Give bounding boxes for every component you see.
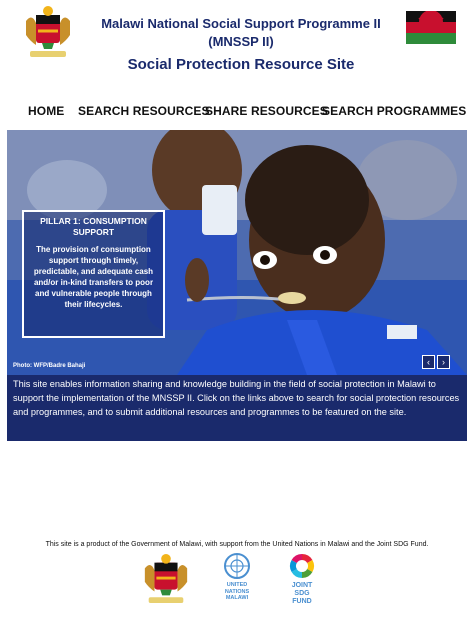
un-malawi-logo bbox=[218, 552, 256, 610]
sdg-text-line2: SDG bbox=[294, 590, 310, 597]
un-text-line3: MALAWI bbox=[225, 595, 249, 601]
pillar-text: The provision of consumption support through timely, predictable, and adequate cash and/or in-kind transfers to poor and vulnerable people through their lifecycles. bbox=[33, 245, 154, 309]
nav-share-resources[interactable]: SHARE RESOURCES bbox=[205, 104, 328, 118]
un-text-line2: NATIONS bbox=[224, 588, 250, 595]
slider-controls bbox=[422, 355, 452, 369]
malawi-flag-icon bbox=[406, 11, 456, 44]
site-title: Malawi National Social Support Programme II (MNSSP II) bbox=[101, 16, 381, 49]
nav-home[interactable]: HOME bbox=[28, 104, 65, 118]
nav-search-resources[interactable]: SEARCH RESOURCES bbox=[78, 104, 210, 118]
site-subtitle: Social Protection Resource Site bbox=[127, 56, 355, 73]
next-slide-button[interactable] bbox=[437, 355, 450, 369]
partner-logos bbox=[0, 552, 474, 612]
photo-credit: Photo: WFP/Badre Bahaji bbox=[13, 363, 86, 369]
malawi-coat-of-arms-icon bbox=[22, 5, 74, 59]
joint-sdg-fund-logo bbox=[284, 552, 320, 610]
site-header bbox=[0, 0, 474, 95]
intro-text: This site enables information sharing and knowledge building in the field of social protection in Malawi to support the implementation of the MNSSP II. Click on the links above to search for social protection resources and programmes, and to submit additional resources and programmes to be featured on the site. bbox=[13, 379, 460, 418]
un-emblem-icon bbox=[218, 552, 256, 580]
footer-text: This site is a product of the Government of Malawi, with support from the United Nations in Malawi and the Joint SDG Fund. bbox=[45, 541, 429, 548]
nav-search-programmes[interactable]: SEARCH PROGRAMMES bbox=[322, 104, 467, 118]
malawi-coat-of-arms-icon bbox=[141, 553, 191, 605]
sdg-wheel-icon bbox=[284, 552, 320, 580]
sdg-text-line1: JOINT bbox=[291, 582, 313, 589]
intro-panel bbox=[7, 375, 467, 441]
pillar-callout bbox=[22, 210, 165, 338]
chevron-right-icon: › bbox=[442, 357, 445, 367]
hero-banner bbox=[7, 130, 467, 375]
pillar-title: PILLAR 1: CONSUMPTION SUPPORT bbox=[40, 216, 147, 237]
main-nav bbox=[0, 104, 474, 122]
prev-slide-button[interactable] bbox=[422, 355, 435, 369]
sdg-text-line3: FUND bbox=[292, 598, 312, 605]
un-text-line1: UNITED bbox=[226, 582, 248, 588]
chevron-left-icon: ‹ bbox=[427, 357, 430, 367]
